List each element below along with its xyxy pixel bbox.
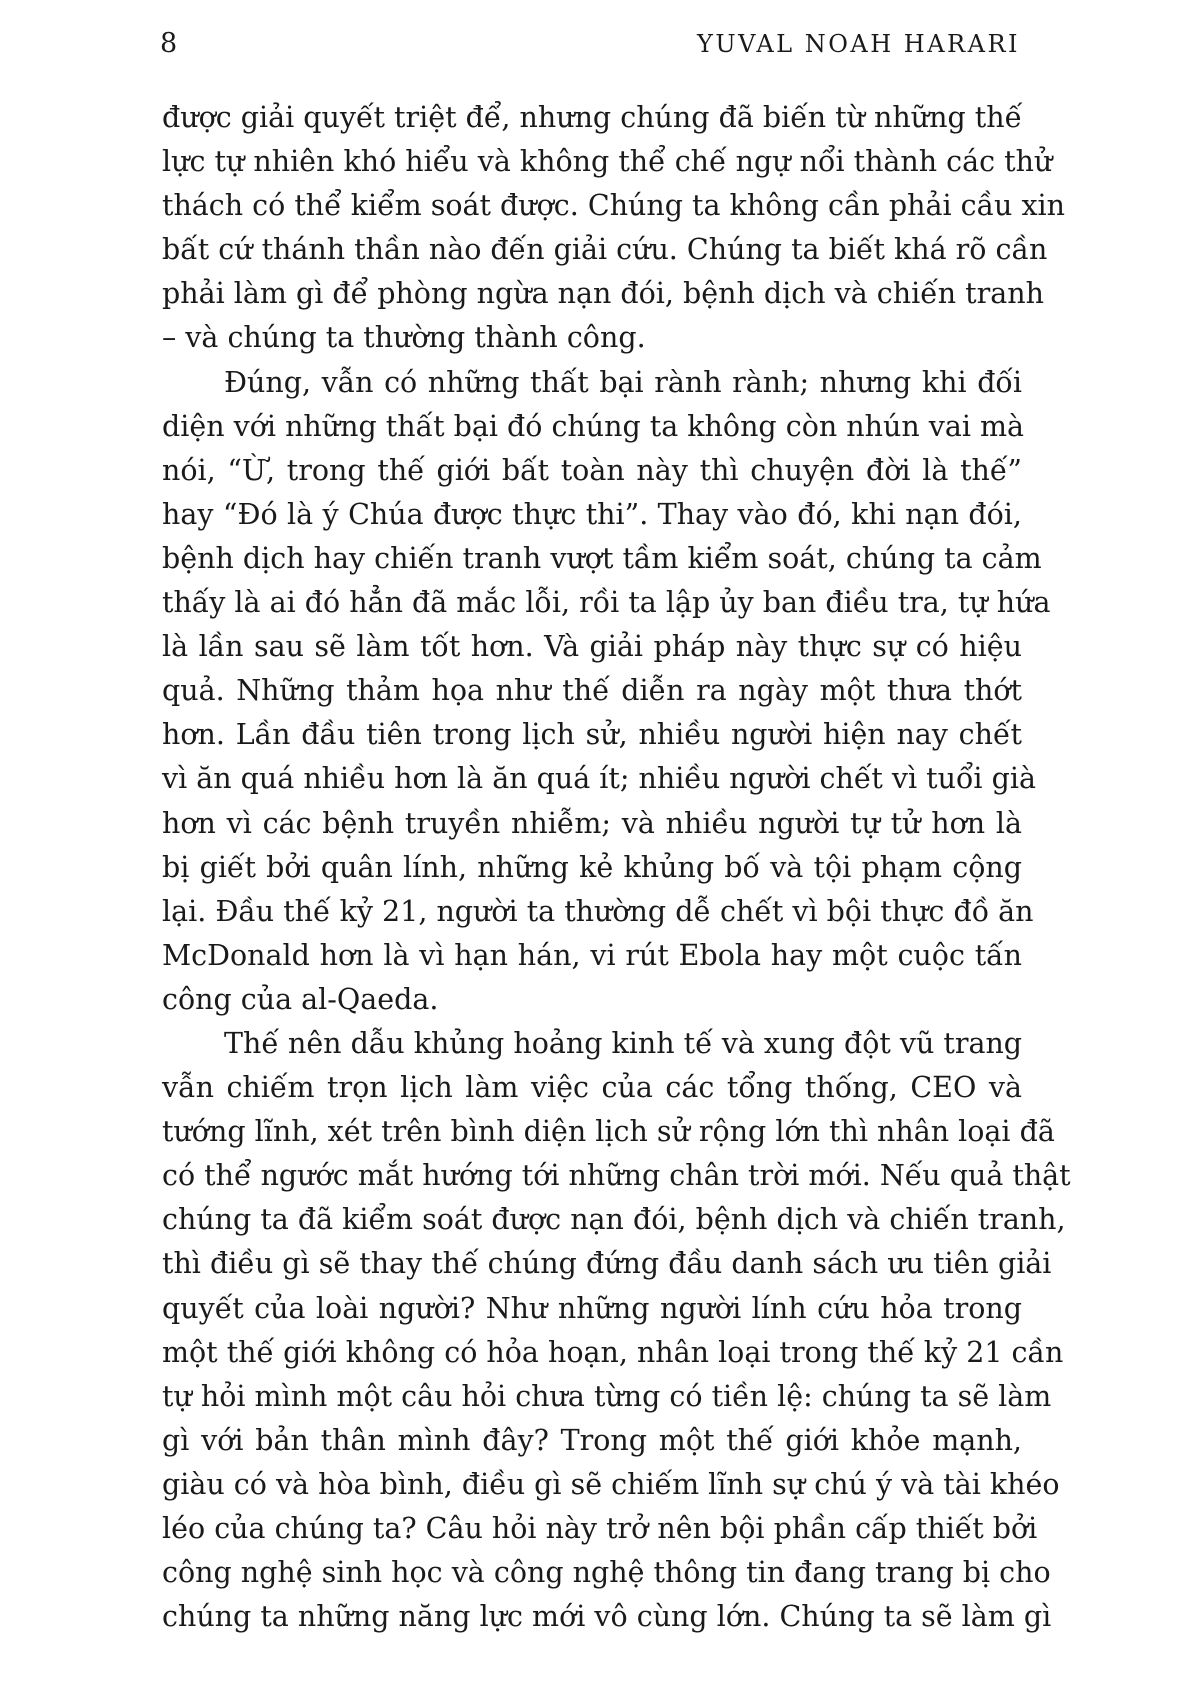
text-line: phải làm gì để phòng ngừa nạn đói, bệnh dịch và chiến tranh [162, 277, 1044, 311]
text-line: công nghệ sinh học và công nghệ thông tin đang trang bị cho [162, 1556, 1051, 1590]
paragraph [162, 1022, 1071, 1639]
text-line: – và chúng ta thường thành công. [162, 321, 646, 355]
text-line: lực tự nhiên khó hiểu và không thể chế ngự nổi thành các thử [162, 145, 1053, 179]
paragraph [162, 96, 1065, 361]
text-line: gì với bản thân mình đây? Trong một thế giới khỏe mạnh, [162, 1423, 1022, 1457]
text-line: bất cứ thánh thần nào đến giải cứu. Chúng ta biết khá rõ cần [162, 233, 1048, 267]
text-line: vì ăn quá nhiều hơn là ăn quá ít; nhiều người chết vì tuổi già [162, 762, 1036, 796]
text-line: bệnh dịch hay chiến tranh vượt tầm kiểm soát, chúng ta cảm [162, 541, 1042, 575]
text-line: vẫn chiếm trọn lịch làm việc của các tổng thống, CEO và [162, 1071, 1022, 1105]
text-line: lại. Đầu thế kỷ 21, người ta thường dễ chết vì bội thực đồ ăn [162, 894, 1034, 928]
text-line: chúng ta đã kiểm soát được nạn đói, bệnh dịch và chiến tranh, [162, 1203, 1066, 1237]
text-line: thấy là ai đó hẳn đã mắc lỗi, rồi ta lập ủy ban điều tra, tự hứa [162, 586, 1051, 620]
text-line: hơn. Lần đầu tiên trong lịch sử, nhiều người hiện nay chết [162, 718, 1022, 752]
text-line: quyết của loài người? Như những người lính cứu hỏa trong [162, 1291, 1022, 1325]
text-line: quả. Những thảm họa như thế diễn ra ngày một thưa thớt [162, 674, 1022, 708]
body-text [162, 96, 1071, 1639]
running-header [160, 28, 1020, 68]
text-line: được giải quyết triệt để, nhưng chúng đã biến từ những thế [162, 101, 1023, 134]
text-line: McDonald hơn là vì hạn hán, vi rút Ebola hay một cuộc tấn [162, 938, 1022, 972]
text-line: tướng lĩnh, xét trên bình diện lịch sử rộng lớn thì nhân loại đã [162, 1115, 1055, 1149]
text-line: léo của chúng ta? Câu hỏi này trở nên bội phần cấp thiết bởi [162, 1512, 1038, 1545]
text-line: công của al-Qaeda. [162, 982, 439, 1016]
text-line: hơn vì các bệnh truyền nhiễm; và nhiều người tự tử hơn là [162, 806, 1022, 840]
text-line: nói, “Ừ, trong thế giới bất toàn này thì chuyện đời là thế” [162, 453, 1022, 487]
text-line: một thế giới không có hỏa hoạn, nhân loại trong thế kỷ 21 cần [162, 1335, 1064, 1369]
text-line: thì điều gì sẽ thay thế chúng đứng đầu danh sách ưu tiên giải [162, 1247, 1052, 1281]
text-line: thách có thể kiểm soát được. Chúng ta không cần phải cầu xin [162, 189, 1065, 223]
text-line: chúng ta những năng lực mới vô cùng lớn. Chúng ta sẽ làm gì [162, 1600, 1052, 1634]
text-line: diện với những thất bại đó chúng ta không còn nhún vai mà [162, 409, 1025, 443]
text-line: là lần sau sẽ làm tốt hơn. Và giải pháp này thực sự có hiệu [162, 630, 1022, 664]
text-line: bị giết bởi quân lính, những kẻ khủng bố và tội phạm cộng [162, 850, 1022, 884]
text-line: tự hỏi mình một câu hỏi chưa từng có tiền lệ: chúng ta sẽ làm [162, 1379, 1052, 1413]
text-line: có thể ngước mắt hướng tới những chân trời mới. Nếu quả thật [162, 1159, 1071, 1193]
page-number: 8 [160, 28, 178, 59]
paragraph [162, 361, 1051, 1022]
text-line: Thế nên dẫu khủng hoảng kinh tế và xung đột vũ trang [224, 1026, 1023, 1060]
text-line: giàu có và hòa bình, điều gì sẽ chiếm lĩnh sự chú ý và tài khéo [162, 1467, 1060, 1501]
text-line: Đúng, vẫn có những thất bại rành rành; nhưng khi đối [224, 365, 1022, 399]
text-line: hay “Đó là ý Chúa được thực thi”. Thay vào đó, khi nạn đói, [162, 497, 1022, 531]
running-title: YUVAL NOAH HARARI [697, 30, 1020, 58]
